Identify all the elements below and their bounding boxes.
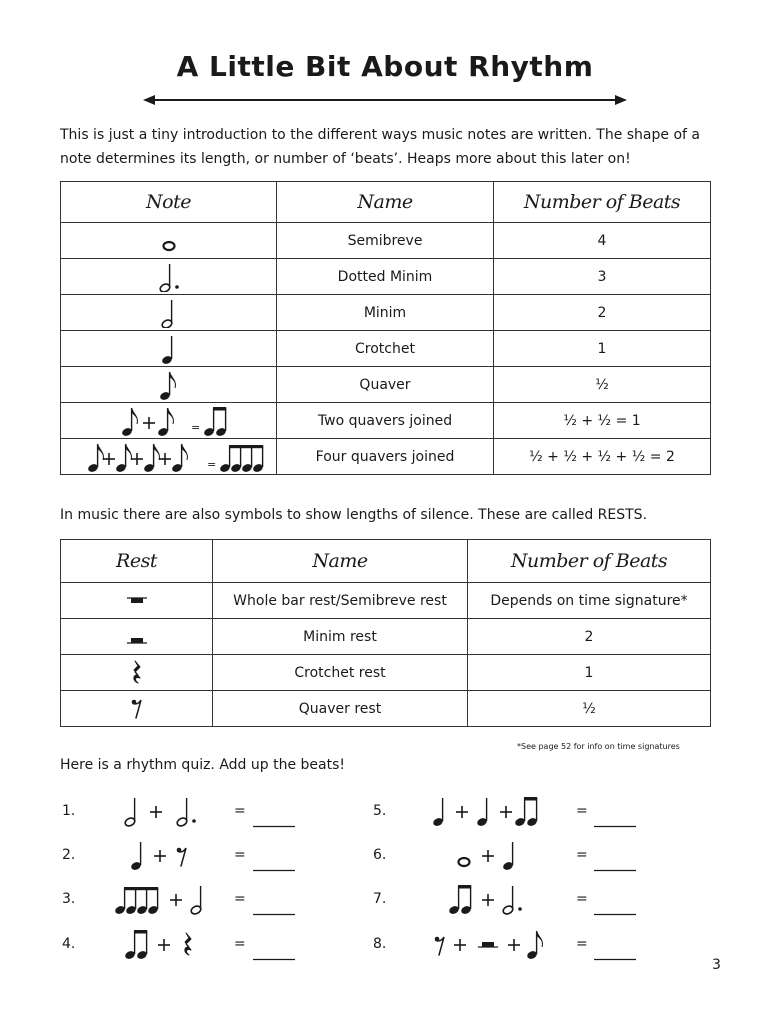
note-name: Semibreve <box>277 223 494 259</box>
page-number: 3 <box>712 957 721 973</box>
quiz-expression-6 <box>448 838 548 874</box>
table-row <box>61 439 711 475</box>
quiz-expression-7 <box>446 882 546 918</box>
equals-sign: = <box>234 936 246 952</box>
quaver-icon <box>149 370 189 400</box>
rest-beats: 1 <box>468 655 711 691</box>
equals-sign: = <box>576 891 588 907</box>
answer-line[interactable] <box>594 869 636 872</box>
quiz-number: 4. <box>62 936 76 952</box>
two-quavers-joined-icon <box>99 406 239 436</box>
table-row <box>61 331 711 367</box>
column-header: Rest <box>61 540 213 583</box>
note-name: Two quavers joined <box>277 403 494 439</box>
column-header: Number of Beats <box>494 182 711 223</box>
note-name: Minim <box>277 295 494 331</box>
answer-line[interactable] <box>253 913 295 916</box>
crotchet-rest-icon <box>117 658 157 688</box>
table-row <box>61 691 711 727</box>
table-row <box>61 583 711 619</box>
rest-name: Crotchet rest <box>213 655 468 691</box>
column-header: Note <box>61 182 277 223</box>
table-row <box>61 259 711 295</box>
whole-bar-rest-icon <box>117 586 157 616</box>
notes-table <box>60 181 711 475</box>
svg-text:=: = <box>190 420 200 434</box>
answer-line[interactable] <box>594 958 636 961</box>
equals-sign: = <box>234 891 246 907</box>
note-beats: 2 <box>494 295 711 331</box>
note-name: Dotted Minim <box>277 259 494 295</box>
table-row <box>61 367 711 403</box>
table-header-row <box>61 540 711 583</box>
svg-text:=: = <box>206 457 216 471</box>
equals-sign: = <box>234 803 246 819</box>
note-beats: 1 <box>494 331 711 367</box>
quiz-expression-4 <box>118 927 228 963</box>
note-beats: 3 <box>494 259 711 295</box>
equals-sign: = <box>234 847 246 863</box>
crotchet-icon <box>149 334 189 364</box>
quiz-number: 3. <box>62 891 76 907</box>
footnote: *See page 52 for info on time signatures <box>517 742 680 751</box>
dotted-minim-icon <box>149 262 189 292</box>
rest-beats: Depends on time signature* <box>468 583 711 619</box>
intro-paragraph: This is just a tiny introduction to the different ways music notes are written. The shape of a note determines its length, or number of ‘beats’. Heaps more about this later on! <box>60 127 700 167</box>
rest-name: Whole bar rest/Semibreve rest <box>213 583 468 619</box>
quiz-number: 8. <box>373 936 387 952</box>
double-arrow-divider <box>143 92 627 108</box>
note-name: Four quavers joined <box>277 439 494 475</box>
note-beats: ½ + ½ + ½ + ½ = 2 <box>494 439 711 475</box>
quaver-rest-icon <box>117 694 157 724</box>
equals-sign: = <box>576 803 588 819</box>
table-row <box>61 403 711 439</box>
column-header: Name <box>277 182 494 223</box>
rest-beats: ½ <box>468 691 711 727</box>
rest-name: Quaver rest <box>213 691 468 727</box>
note-beats: ½ <box>494 367 711 403</box>
equals-sign: = <box>576 936 588 952</box>
rests-intro: In music there are also symbols to show lengths of silence. These are called RESTS. <box>60 507 648 523</box>
minim-rest-icon <box>117 622 157 652</box>
answer-line[interactable] <box>594 825 636 828</box>
table-row <box>61 223 711 259</box>
note-beats: ½ + ½ = 1 <box>494 403 711 439</box>
note-name: Crotchet <box>277 331 494 367</box>
answer-line[interactable] <box>253 869 295 872</box>
rests-table <box>60 539 711 727</box>
quiz-expression-5 <box>428 794 548 830</box>
equals-sign: = <box>576 847 588 863</box>
semibreve-icon <box>149 226 189 256</box>
answer-line[interactable] <box>253 825 295 828</box>
four-quavers-joined-icon <box>69 442 269 472</box>
quiz-expression-8 <box>430 927 550 963</box>
answer-line[interactable] <box>594 913 636 916</box>
note-beats: 4 <box>494 223 711 259</box>
quiz-expression-1 <box>118 794 228 830</box>
column-header: Number of Beats <box>468 540 711 583</box>
table-row <box>61 295 711 331</box>
minim-icon <box>149 298 189 328</box>
answer-line[interactable] <box>253 958 295 961</box>
table-row <box>61 619 711 655</box>
column-header: Name <box>213 540 468 583</box>
table-header-row <box>61 182 711 223</box>
quiz-number: 2. <box>62 847 76 863</box>
quiz-number: 1. <box>62 803 76 819</box>
note-name: Quaver <box>277 367 494 403</box>
quiz-intro: Here is a rhythm quiz. Add up the beats! <box>60 757 345 773</box>
quiz-number: 5. <box>373 803 387 819</box>
table-row <box>61 655 711 691</box>
quiz-expression-3 <box>110 882 220 918</box>
page-title: A Little Bit About Rhythm <box>176 50 594 83</box>
quiz-expression-2 <box>118 838 228 874</box>
rest-beats: 2 <box>468 619 711 655</box>
quiz-number: 6. <box>373 847 387 863</box>
rest-name: Minim rest <box>213 619 468 655</box>
quiz-number: 7. <box>373 891 387 907</box>
